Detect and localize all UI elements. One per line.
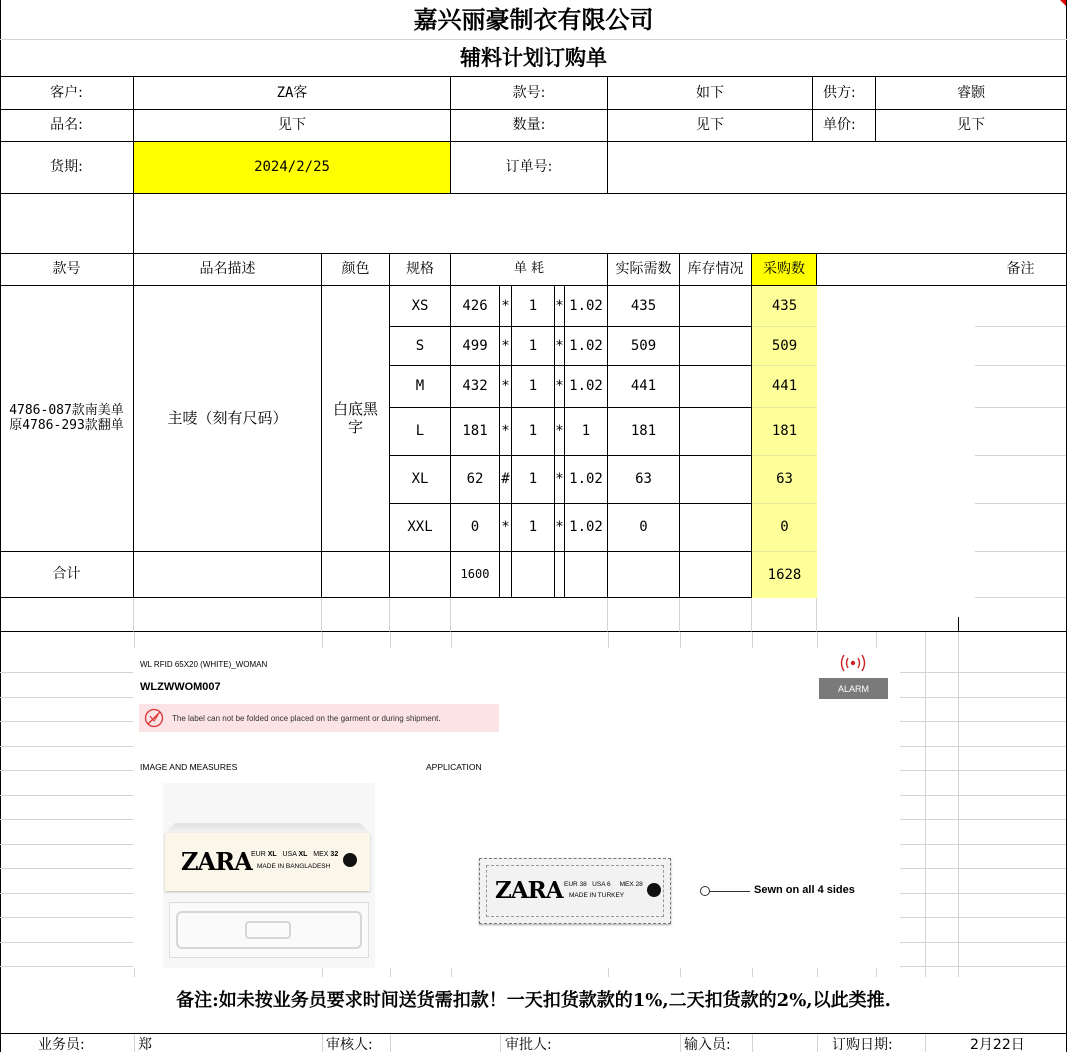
- col-style: 款号: [0, 254, 134, 286]
- cell-op2: *: [555, 408, 565, 456]
- label2-size-line: EUR 38 USA 6 MEX 28: [564, 881, 643, 888]
- col-stock: 库存情况: [680, 254, 752, 286]
- size-line: [251, 851, 338, 858]
- style-label: 款号:: [451, 77, 608, 110]
- footer-divider: [390, 1034, 391, 1052]
- sewn-callout-text: Sewn on all 4 sides: [754, 884, 855, 896]
- col-actual: 实际需数: [608, 254, 680, 286]
- section-image-measures: IMAGE AND MEASURES: [140, 762, 238, 772]
- cell-factor: 1.02: [565, 504, 608, 552]
- footer-divider: [680, 1034, 681, 1052]
- total-qty: 1600: [451, 552, 500, 598]
- cell-op1: *: [500, 366, 512, 408]
- col-color: 颜色: [322, 254, 390, 286]
- cell-stock[interactable]: [680, 327, 752, 366]
- cell-stock[interactable]: [680, 456, 752, 504]
- cell-qty: 181: [451, 408, 500, 456]
- col-spacer: [817, 254, 975, 286]
- size-eur-label: EUR: [251, 851, 266, 858]
- price-value[interactable]: 见下: [876, 110, 1066, 142]
- grid-cell: [390, 598, 451, 632]
- product-label: 品名:: [0, 110, 134, 142]
- total-remark: [975, 552, 1066, 598]
- cell-mult: 1: [512, 408, 555, 456]
- remark-cell[interactable]: [975, 286, 1066, 327]
- cell-op1: #: [500, 456, 512, 504]
- col-usage: 单 耗: [451, 254, 608, 286]
- delivery-label: 货期:: [0, 142, 134, 194]
- size-usa-label: USA: [282, 851, 297, 858]
- cell-size: XL: [390, 456, 451, 504]
- grid-cell: [608, 598, 680, 632]
- customer-label: 客户:: [0, 77, 134, 110]
- cell-factor: 1.02: [565, 286, 608, 327]
- cell-stock[interactable]: [680, 408, 752, 456]
- cell-actual: 509: [608, 327, 680, 366]
- total-cell: [134, 552, 322, 598]
- cell-op2: *: [555, 327, 565, 366]
- size-eur-value: XL: [267, 851, 277, 858]
- qty-value[interactable]: 见下: [608, 110, 813, 142]
- cell-stock[interactable]: [680, 504, 752, 552]
- grid-line: [958, 632, 959, 977]
- total-purchase: 1628: [752, 552, 817, 598]
- cell-op1: *: [500, 504, 512, 552]
- col-remark: 备注: [975, 254, 1066, 286]
- delivery-value[interactable]: 2024/2/25: [134, 142, 451, 194]
- total-cell: [608, 552, 680, 598]
- cell-op2: *: [555, 456, 565, 504]
- cell-mult: 1: [512, 366, 555, 408]
- total-cell: [322, 552, 390, 598]
- cell-qty: 62: [451, 456, 500, 504]
- section-application: APPLICATION: [426, 762, 482, 772]
- total-cell: [500, 552, 512, 598]
- grid-cell: [134, 598, 322, 632]
- cell-actual: 0: [608, 504, 680, 552]
- style-value[interactable]: 如下: [608, 77, 813, 110]
- label-fold-tab: [165, 823, 370, 833]
- footer-divider: [500, 1034, 501, 1052]
- style-number-cell: [0, 286, 134, 552]
- cell-qty: 499: [451, 327, 500, 366]
- grid-cell: [752, 598, 817, 632]
- rfid-signal-icon: [833, 652, 873, 674]
- cell-purchase: 181: [752, 408, 817, 456]
- supplier-label: 供方:: [813, 77, 876, 110]
- col-purchase: 采购数: [752, 254, 817, 286]
- product-value[interactable]: 见下: [134, 110, 451, 142]
- price-label: 单价:: [813, 110, 876, 142]
- grid-cell: [451, 598, 608, 632]
- no-fold-icon: [144, 708, 164, 728]
- remark-cell[interactable]: [975, 456, 1066, 504]
- cell-factor: 1: [565, 408, 608, 456]
- grid-line: [925, 632, 926, 977]
- cell-op2: *: [555, 286, 565, 327]
- company-name: 嘉兴丽豪制衣有限公司: [0, 0, 1067, 40]
- approver-label: 审批人:: [505, 1037, 552, 1053]
- cell-factor: 1.02: [565, 366, 608, 408]
- col-desc: 品名描述: [134, 254, 322, 286]
- cell-size: M: [390, 366, 451, 408]
- cell-qty: 0: [451, 504, 500, 552]
- supplier-value[interactable]: 睿颢: [876, 77, 1066, 110]
- cell-size: XS: [390, 286, 451, 327]
- remark-cell[interactable]: [975, 504, 1066, 552]
- cell-cursor-mark: [958, 617, 959, 631]
- order-value[interactable]: [608, 142, 1066, 194]
- artwork-code: WLZWWOM007: [140, 681, 221, 693]
- callout-circle-icon: [700, 886, 710, 896]
- total-cell: [565, 552, 608, 598]
- footer-divider: [322, 1034, 323, 1052]
- cell-factor: 1.02: [565, 456, 608, 504]
- cell-size: L: [390, 408, 451, 456]
- warning-text: The label can not be folded once placed on the garment or during shipment.: [172, 713, 441, 723]
- brand-logo: ZARA: [495, 877, 563, 904]
- desc-cell: 主唛（刻有尺码）: [134, 286, 322, 552]
- cell-purchase: 63: [752, 456, 817, 504]
- cell-mult: 1: [512, 327, 555, 366]
- sewn-label: [479, 858, 671, 924]
- form-title: 辅料计划订购单: [0, 40, 1067, 77]
- cell-factor: 1.02: [565, 327, 608, 366]
- alarm-badge: ALARM: [819, 678, 888, 699]
- remark-note: 备注:如未按业务员要求时间送货需扣款！一天扣货款款的1%,二天扣货款的2%,以此类推.: [176, 990, 891, 1011]
- footer-divider: [817, 1034, 818, 1052]
- origin-line: MADE IN BANGLADESH: [257, 863, 331, 870]
- col-size: 规格: [390, 254, 451, 286]
- qty-label: 数量:: [451, 110, 608, 142]
- size-mex-label: MEX: [313, 851, 329, 858]
- brand-logo: ZARA: [181, 847, 252, 876]
- cell-actual: 63: [608, 456, 680, 504]
- input-label: 输入员:: [684, 1037, 731, 1053]
- total-cell: [512, 552, 555, 598]
- cell-size: S: [390, 327, 451, 366]
- cell-actual: 181: [608, 408, 680, 456]
- size-usa-value: XL: [298, 851, 308, 858]
- cell-op2: *: [555, 504, 565, 552]
- style-number-line2: 原4786-293款翻单: [9, 417, 124, 433]
- sales-label: 业务员:: [38, 1037, 85, 1053]
- cell-mult: 1: [512, 504, 555, 552]
- remark-cell[interactable]: [975, 408, 1066, 456]
- color-cell: 白底黑字: [322, 286, 390, 552]
- cell-stock[interactable]: [680, 286, 752, 327]
- reviewer-label: 审核人:: [326, 1037, 373, 1053]
- cell-qty: 426: [451, 286, 500, 327]
- grid-cell: [322, 598, 390, 632]
- size-label-front: [165, 833, 370, 891]
- footer-divider: [134, 1034, 135, 1052]
- footer-divider: [752, 1034, 753, 1052]
- warning-banner: [139, 704, 499, 732]
- cell-op1: *: [500, 286, 512, 327]
- total-cell: [555, 552, 565, 598]
- remark-cell[interactable]: [975, 327, 1066, 366]
- order-date-label: 订购日期:: [832, 1037, 893, 1053]
- cell-op1: *: [500, 327, 512, 366]
- callout-line: [710, 891, 750, 892]
- rfid-chip-icon: [245, 921, 291, 939]
- style-number-line1: 4786-087款南美单: [9, 402, 124, 418]
- cell-purchase: 509: [752, 327, 817, 366]
- label-dot: [343, 853, 357, 867]
- artwork-product-name: WL RFID 65X20 (WHITE)_WOMAN: [140, 660, 268, 669]
- cell-stock[interactable]: [680, 366, 752, 408]
- cell-purchase: 0: [752, 504, 817, 552]
- cell-actual: 441: [608, 366, 680, 408]
- cell-mult: 1: [512, 456, 555, 504]
- label2-origin-line: MADE IN TURKEY: [569, 892, 625, 899]
- cell-actual: 435: [608, 286, 680, 327]
- blank-cell: [134, 194, 1066, 254]
- grid-cell: [817, 598, 1066, 632]
- cell-purchase: 441: [752, 366, 817, 408]
- cell-op1: *: [500, 408, 512, 456]
- cell-qty: 432: [451, 366, 500, 408]
- order-date-value[interactable]: 2月22日: [970, 1037, 1025, 1053]
- size-mex-value: 32: [330, 851, 339, 858]
- cell-purchase: 435: [752, 286, 817, 327]
- total-cell: [390, 552, 451, 598]
- customer-value[interactable]: ZA客: [134, 77, 451, 110]
- grid-cell: [680, 598, 752, 632]
- remark-cell[interactable]: [975, 366, 1066, 408]
- cell-size: XXL: [390, 504, 451, 552]
- label-dot: [647, 883, 661, 897]
- sales-value[interactable]: 郑: [138, 1037, 152, 1053]
- rfid-inlay: [169, 902, 369, 958]
- label-artwork: [133, 648, 900, 968]
- grid-cell: [0, 598, 134, 632]
- total-cell: [680, 552, 752, 598]
- cell-mult: 1: [512, 286, 555, 327]
- footer-divider: [925, 1034, 926, 1052]
- order-label: 订单号:: [451, 142, 608, 194]
- cell-op2: *: [555, 366, 565, 408]
- total-label: 合计: [0, 552, 134, 598]
- blank-cell: [0, 194, 134, 254]
